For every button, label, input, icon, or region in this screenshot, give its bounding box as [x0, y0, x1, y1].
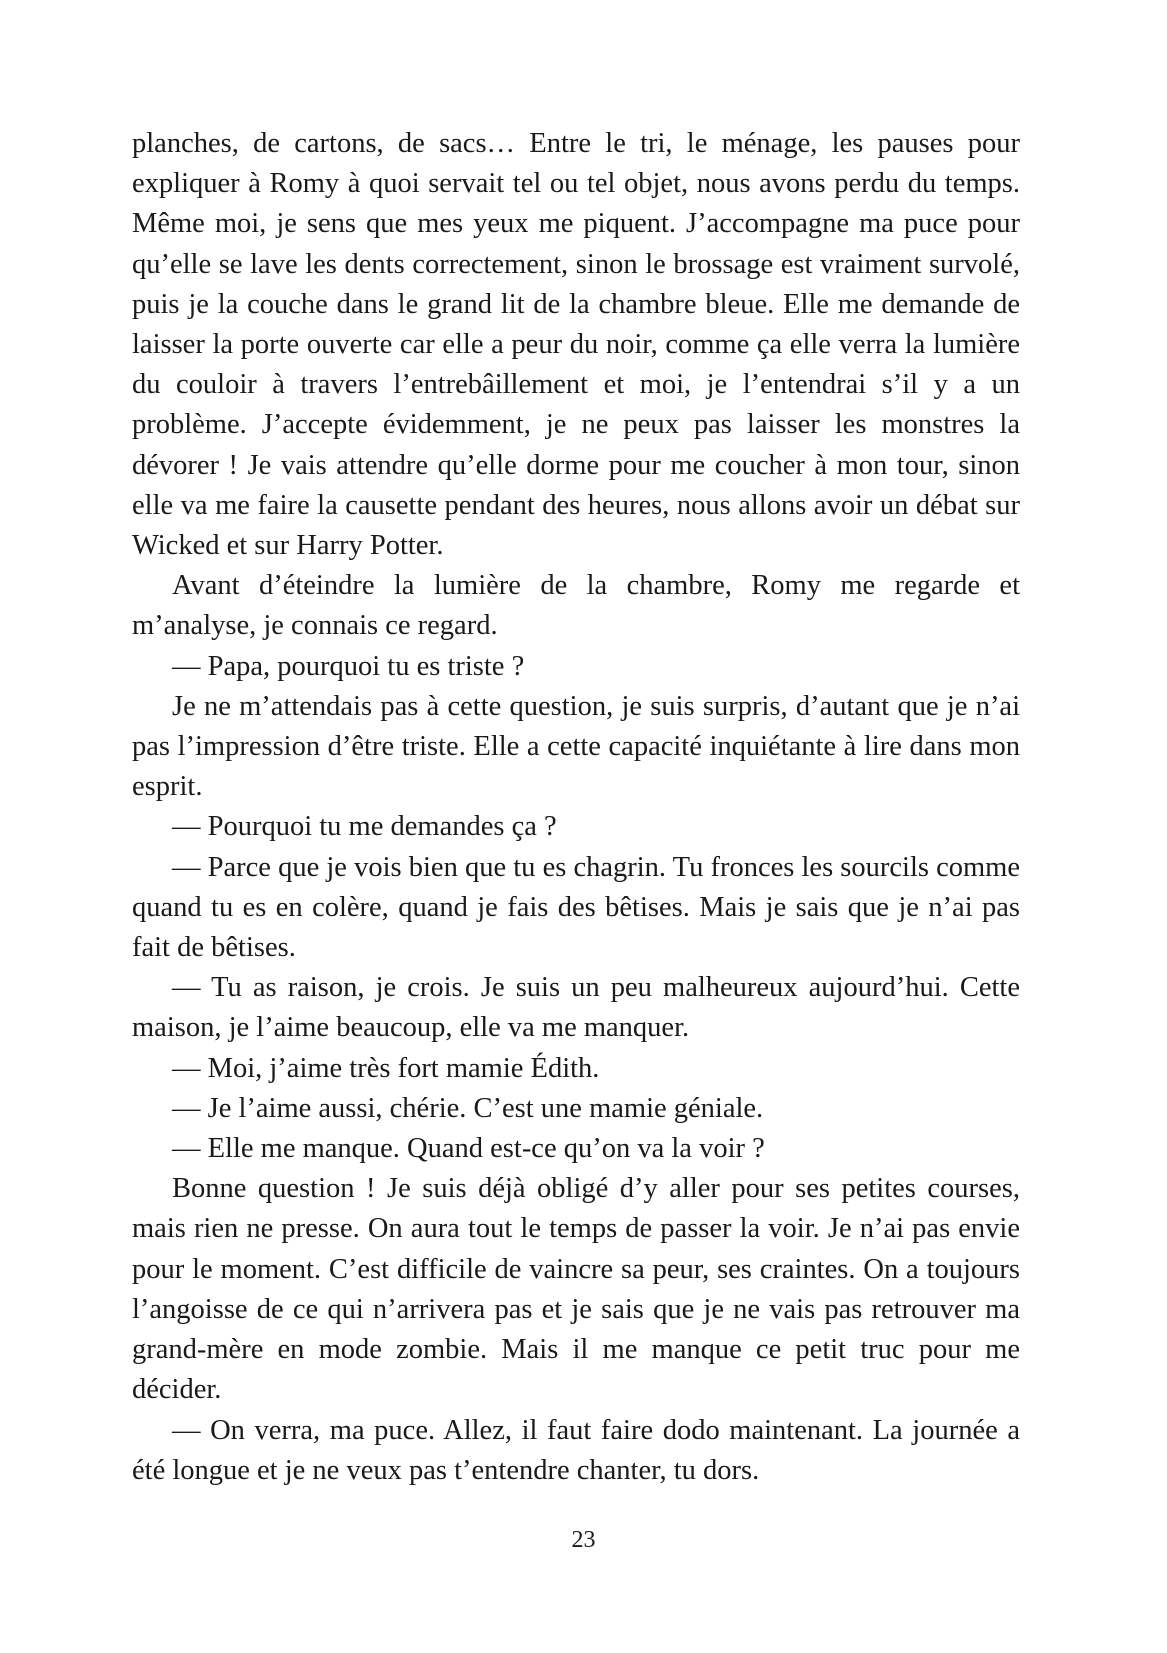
dialogue-line: — Pourquoi tu me demandes ça ? — [172, 811, 557, 843]
dialogue-line: — Parce que je vois bien que tu es chagrin. Tu fronces les sourcils comme quand tu es en colère, quand je fais des bêtises. Mais je sais que je n’ai pas fait de bêtises. — [132, 851, 1020, 964]
dialogue-line: — Papa, pourquoi tu es triste ? — [172, 650, 525, 682]
dialogue-line: — Tu as raison, je crois. Je suis un peu malheureux aujourd’hui. Cette maison, je l’aime beaucoup, elle va me manquer. — [132, 972, 1020, 1044]
paragraph: planches, de cartons, de sacs… Entre le tri, le ménage, les pauses pour expliquer à Romy à quoi servait tel ou tel objet, nous avons perdu du temps. Même moi, je sens que mes yeux me piquent. J’accompagne ma puce pour qu’elle se lave les dents correctement, sinon le brossage est vraiment survolé, puis je la couche dans le grand lit de la chambre bleue. Elle me demande de laisser la porte ouverte car elle a peur du noir, comme ça elle verra la lumière du couloir à travers l’entrebâillement et moi, je l’entendrai s’il y a un problème. J’accepte évidemment, je ne peux pas laisser les monstres la dévorer ! Je vais attendre qu’elle dorme pour me coucher à mon tour, sinon elle va me faire la causette pendant des heures, nous allons avoir un débat sur Wicked et sur Harry Potter. — [132, 128, 1020, 562]
paragraph: Bonne question ! Je suis déjà obligé d’y aller pour ses petites courses, mais rien ne presse. On aura tout le temps de passer la voir. Je n’ai pas envie pour le moment. C’est difficile de vaincre sa peur, ses craintes. On a toujours l’angoisse de ce qui n’arrivera pas et je sais que je ne vais pas retrouver ma grand-mère en mode zombie. Mais il me manque ce petit truc pour me décider. — [132, 1173, 1020, 1406]
dialogue-line: — Elle me manque. Quand est-ce qu’on va la voir ? — [172, 1133, 765, 1165]
body-text — [132, 124, 1020, 1491]
paragraph: Avant d’éteindre la lumière de la chambre, Romy me regarde et m’analyse, je connais ce regard. — [132, 570, 1020, 642]
dialogue-line: — Je l’aime aussi, chérie. C’est une mamie géniale. — [172, 1092, 764, 1124]
page-number: 23 — [571, 1527, 596, 1553]
paragraph: Je ne m’attendais pas à cette question, je suis surpris, d’autant que je n’ai pas l’impression d’être triste. Elle a cette capacité inquiétante à lire dans mon esprit. — [132, 690, 1020, 803]
dialogue-line: — Moi, j’aime très fort mamie Édith. — [172, 1052, 600, 1084]
dialogue-line: — On verra, ma puce. Allez, il faut faire dodo maintenant. La journée a été longue et je ne veux pas t’entendre chanter, tu dors. — [132, 1414, 1020, 1486]
